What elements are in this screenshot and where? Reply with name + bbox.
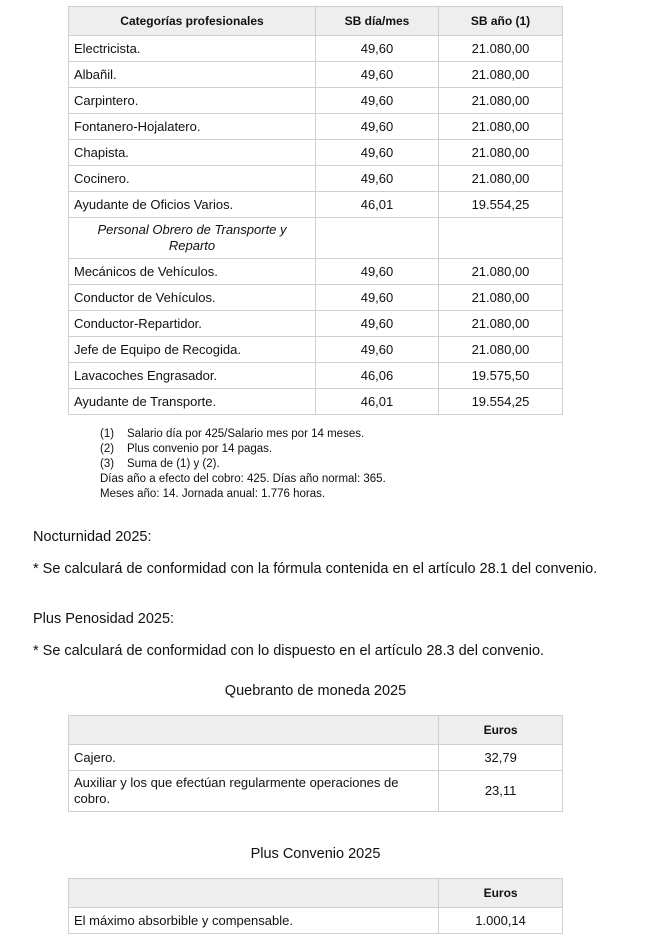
header-sb-ano: SB año (1) xyxy=(439,7,563,36)
header-euros: Euros xyxy=(439,716,563,745)
note-key: (3) xyxy=(100,458,115,470)
note-text: Plus convenio por 14 pagas. xyxy=(127,443,273,455)
note-text: Suma de (1) y (2). xyxy=(127,458,220,470)
sb-ano-cell: 19.554,25 xyxy=(439,192,563,218)
note-line: Meses año: 14. Jornada anual: 1.776 horas. xyxy=(100,488,326,500)
category-cell: Cocinero. xyxy=(69,166,316,192)
table-row xyxy=(69,259,563,285)
nocturnidad-text: * Se calculará de conformidad con la fórmula contenida en el artículo 28.1 del convenio. xyxy=(33,561,598,577)
category-cell: Jefe de Equipo de Recogida. xyxy=(69,337,316,363)
sb-ano-cell: 21.080,00 xyxy=(439,337,563,363)
value-cell: 23,11 xyxy=(439,771,563,812)
salary-table xyxy=(68,6,563,415)
category-cell: Lavacoches Engrasador. xyxy=(69,363,316,389)
sb-dia-mes-cell: 49,60 xyxy=(316,337,439,363)
sb-ano-cell: 21.080,00 xyxy=(439,88,563,114)
sb-ano-cell: 21.080,00 xyxy=(439,62,563,88)
section-label: Personal Obrero de Transporte y Reparto xyxy=(69,218,316,259)
table-notes xyxy=(100,427,386,502)
table-row xyxy=(69,389,563,415)
table-row xyxy=(69,745,563,771)
table-header-row xyxy=(69,716,563,745)
header-euros: Euros xyxy=(439,879,563,908)
table-row xyxy=(69,363,563,389)
empty-cell xyxy=(316,218,439,259)
penosidad-text: * Se calculará de conformidad con lo dispuesto en el artículo 28.3 del convenio. xyxy=(33,643,545,659)
note-line: Días año a efecto del cobro: 425. Días año normal: 365. xyxy=(100,473,386,485)
table-row xyxy=(69,771,563,812)
sb-dia-mes-cell: 49,60 xyxy=(316,285,439,311)
sb-dia-mes-cell: 49,60 xyxy=(316,88,439,114)
sb-dia-mes-cell: 46,01 xyxy=(316,389,439,415)
nocturnidad-title: Nocturnidad 2025: xyxy=(33,529,152,545)
table-row xyxy=(69,62,563,88)
table-header-row xyxy=(69,7,563,36)
sb-dia-mes-cell: 46,06 xyxy=(316,363,439,389)
note-item xyxy=(100,427,386,442)
quebranto-table xyxy=(68,715,563,812)
header-empty xyxy=(69,879,439,908)
sb-dia-mes-cell: 49,60 xyxy=(316,36,439,62)
category-cell: Ayudante de Oficios Varios. xyxy=(69,192,316,218)
note-item xyxy=(100,442,386,457)
note-key: (2) xyxy=(100,443,115,455)
sb-dia-mes-cell: 49,60 xyxy=(316,114,439,140)
sb-dia-mes-cell: 49,60 xyxy=(316,140,439,166)
sb-ano-cell: 21.080,00 xyxy=(439,311,563,337)
category-cell: Electricista. xyxy=(69,36,316,62)
quebranto-title: Quebranto de moneda 2025 xyxy=(224,683,407,699)
sb-dia-mes-cell: 49,60 xyxy=(316,259,439,285)
table-row xyxy=(69,908,563,934)
sb-ano-cell: 21.080,00 xyxy=(439,166,563,192)
sb-ano-cell: 21.080,00 xyxy=(439,114,563,140)
sb-dia-mes-cell: 49,60 xyxy=(316,166,439,192)
note-text: Salario día por 425/Salario mes por 14 meses. xyxy=(127,428,365,440)
category-cell: Mecánicos de Vehículos. xyxy=(69,259,316,285)
plus-convenio-title: Plus Convenio 2025 xyxy=(250,846,381,862)
sb-dia-mes-cell: 49,60 xyxy=(316,311,439,337)
table-row xyxy=(69,166,563,192)
value-cell: 1.000,14 xyxy=(439,908,563,934)
table-row xyxy=(69,36,563,62)
sb-dia-mes-cell: 46,01 xyxy=(316,192,439,218)
table-row xyxy=(69,337,563,363)
header-sb-dia-mes: SB día/mes xyxy=(316,7,439,36)
header-categorias: Categorías profesionales xyxy=(69,7,316,36)
table-row xyxy=(69,114,563,140)
table-row xyxy=(69,88,563,114)
table-row xyxy=(69,285,563,311)
sb-dia-mes-cell: 49,60 xyxy=(316,62,439,88)
header-empty xyxy=(69,716,439,745)
label-cell: Auxiliar y los que efectúan regularmente operaciones de cobro. xyxy=(69,771,439,812)
sb-ano-cell: 19.575,50 xyxy=(439,363,563,389)
plus-convenio-table xyxy=(68,878,563,934)
sb-ano-cell: 21.080,00 xyxy=(439,259,563,285)
sb-ano-cell: 21.080,00 xyxy=(439,140,563,166)
note-item xyxy=(100,457,386,472)
label-cell: El máximo absorbible y compensable. xyxy=(69,908,439,934)
category-cell: Conductor de Vehículos. xyxy=(69,285,316,311)
penosidad-title: Plus Penosidad 2025: xyxy=(33,611,175,627)
sb-ano-cell: 21.080,00 xyxy=(439,36,563,62)
note-key: (1) xyxy=(100,428,115,440)
table-row xyxy=(69,140,563,166)
category-cell: Ayudante de Transporte. xyxy=(69,389,316,415)
sb-ano-cell: 21.080,00 xyxy=(439,285,563,311)
table-row xyxy=(69,311,563,337)
table-row xyxy=(69,192,563,218)
category-cell: Conductor-Repartidor. xyxy=(69,311,316,337)
category-cell: Carpintero. xyxy=(69,88,316,114)
label-cell: Cajero. xyxy=(69,745,439,771)
category-cell: Fontanero-Hojalatero. xyxy=(69,114,316,140)
value-cell: 32,79 xyxy=(439,745,563,771)
section-row xyxy=(69,218,563,259)
sb-ano-cell: 19.554,25 xyxy=(439,389,563,415)
table-header-row xyxy=(69,879,563,908)
category-cell: Albañil. xyxy=(69,62,316,88)
empty-cell xyxy=(439,218,563,259)
category-cell: Chapista. xyxy=(69,140,316,166)
